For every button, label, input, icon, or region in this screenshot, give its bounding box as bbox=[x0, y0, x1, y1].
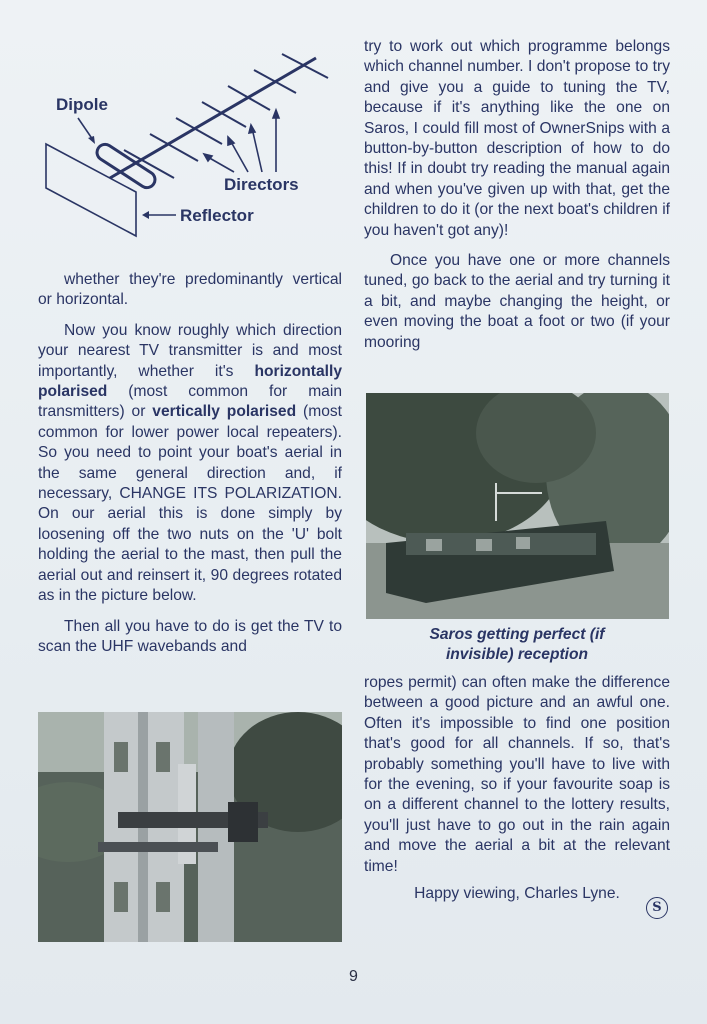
horizontally-polarised-bold: horizontally polarised bbox=[38, 362, 342, 401]
left-paragraph-3: Then all you have to do is get the TV to scan the UHF wavebands and bbox=[38, 617, 342, 655]
photo-caption bbox=[364, 625, 670, 665]
aerial-diagram bbox=[38, 40, 342, 250]
left-paragraph-2: Now you know roughly which direction your nearest TV transmitter is and most importantly, whether it's horizontally polarised (most common for main transmitters) or vertically polarised (most common for lower power local repeaters). So you need to point your boat's aerial in the same general direction and, if necessary, CHANGE ITS POLARIZATION. On our aerial this is done simply by loosening off the two nuts on the 'U' bolt holding the aerial to the mast, then pull the aerial out and reinsert it, 90 degrees rotated as in the picture below. bbox=[38, 321, 342, 605]
dipole-label: Dipole bbox=[56, 95, 108, 114]
right-paragraph-3: ropes permit) can often make the difference between a good picture and an awful one. Often it's impossible to find one position that's good for all channels. If so, that's probably something you'll have to live with for the evening, so if your favourite soap is on a different channel to the lottery results, you'll just have to go out in the rain again and move the aerial a bit at the relevant time! bbox=[364, 674, 670, 875]
right-paragraph-1: try to work out which programme belongs which channel number. I don't propose to try and give you a guide to tuning the TV, because if it's anything like the one on Saros, I could fill most of OwnerSnips with a button-by-button description of how to do this! If in doubt try reading the manual again and when you've given up with that, get the children to do it (or the next boat's children if you haven't got any)! bbox=[364, 38, 670, 239]
narrowboat-photo bbox=[366, 393, 669, 619]
reflector-label: Reflector bbox=[180, 206, 254, 225]
right-column-top bbox=[364, 37, 670, 353]
saros-logo-icon: S bbox=[646, 897, 668, 919]
right-column-bottom bbox=[364, 673, 670, 903]
signoff: Happy viewing, Charles Lyne. bbox=[414, 885, 620, 903]
caption-line-1: Saros getting perfect (if bbox=[429, 626, 605, 643]
mast-bracket-photo bbox=[38, 712, 342, 942]
caption-line-2: invisible) reception bbox=[445, 646, 589, 663]
left-paragraph-1: whether they're predominantly vertical or horizontal. bbox=[38, 271, 342, 309]
page-number: 9 bbox=[349, 968, 358, 985]
directors-label: Directors bbox=[224, 175, 299, 194]
right-paragraph-2: Once you have one or more channels tuned, go back to the aerial and try turning it a bit, and maybe changing the height, or even moving the boat a foot or two (if your mooring bbox=[364, 252, 670, 351]
yagi-aerial-illustration bbox=[38, 40, 342, 250]
vertically-polarised-bold: vertically polarised bbox=[152, 403, 297, 421]
left-column bbox=[38, 270, 342, 657]
